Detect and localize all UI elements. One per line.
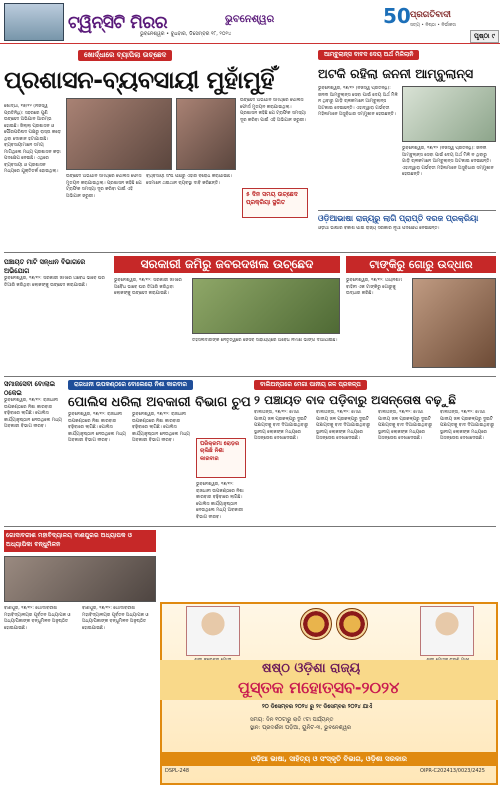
lead-col3: ବ୍ୟବସାୟୀ ସଂଘ ପକ୍ଷରୁ ଏହାର ବିରୋଧ କରାଯାଇଛି। ସେମାନେ ଥଇଥାନ ବ୍ୟବସ୍ଥା ଦାବି କରିଛନ୍ତି। bbox=[146, 174, 233, 186]
cow-body: ଭୁବନେଶ୍ୱର, ୧୭/୧୨: ଅଗ୍ନିଶମ ବାହିନୀ ଏକ ଟାଙ୍କିରୁ ଗୋରୁକୁ ଉଦ୍ଧାର କରିଛି। bbox=[346, 278, 402, 297]
college-body-1: ବାଣପୁର, ୧୭/୧୨: ଗୋଦାବରୀଶ ମହାବିଦ୍ୟାଳୟର ପୂର୍ବତନ ଅଧ୍ୟାପକ ଓ ଅଧ୍ୟାପିକାଙ୍କ ବନ୍ଧୁମିଳନ ଅନୁଷ୍ଠିତ ହୋଇଯାଇଛି। bbox=[4, 606, 71, 631]
land-photo bbox=[192, 278, 340, 334]
pm-portrait bbox=[186, 606, 240, 656]
page-number: ପୃଷ୍ଠା ୯ bbox=[470, 30, 499, 43]
police-kicker bbox=[68, 380, 193, 390]
masthead bbox=[0, 0, 500, 44]
lead-col4: ଉଚ୍ଛେଦ ଅଭିଯାନ ସମୟରେ ପୋଲିସ ଫୋର୍ସ ମୁତୟନ କରାଯାଇଥିଲା। ପ୍ରଶାସନ କହିଛି ଯେ ଟ୍ରାଫିକ ସମସ୍ୟା ଦୂର କରିବା ପାଇଁ ଏହି ଅଭିଯାନ ଜରୁରୀ। bbox=[240, 98, 307, 123]
police-body-2: ଭୁବନେଶ୍ୱର, ୧୭/୧୨: ରାଜଧାନୀ ଉପକଣ୍ଠରେ ନିଶା କାରବାର ବଢ଼ିବାରେ ଲାଗିଛି। ପୋଲିସ କାର୍ଯ୍ୟାନୁଷ୍ଠାନ ନେଉଥିଲେ ମଧ୍ୟ ଅବକାରୀ ବିଭାଗ ନୀରବ। bbox=[132, 412, 190, 444]
police-info-box-title: ପରିକ୍ରମା ରୋଡ଼ର ଚାଲିଛି ନିଶା କାରବାର bbox=[200, 441, 240, 462]
lead-photo-2 bbox=[176, 98, 236, 170]
emblem-seal-left bbox=[300, 608, 332, 640]
ambulance-photo bbox=[402, 86, 496, 142]
police-side-kicker: ସମାଜସେବୀ ବୋଲାଇ ଠକେଇ bbox=[4, 380, 56, 397]
emblem-seal-right bbox=[336, 608, 368, 640]
college-photo bbox=[4, 556, 156, 602]
lead-info-box-title: ୫ ଦିନ ସମୟ ଉଚ୍ଛେଦ ପ୍ରକ୍ରିୟା ସ୍ଥଗିତ bbox=[246, 191, 298, 207]
college-body-2: ବାଣପୁର, ୧୭/୧୨: ଗୋଦାବରୀଶ ମହାବିଦ୍ୟାଳୟର ପୂର୍ବତନ ଅଧ୍ୟାପକ ଓ ଅଧ୍ୟାପିକାଙ୍କ ବନ୍ଧୁମିଳନ ଅନୁଷ୍ଠିତ ହୋଇଯାଇଛି। bbox=[82, 606, 149, 631]
police-headline: ପୋଲିସ ଧରିଲା ଅବକାରୀ ବିଭାଗ ଚୁପ bbox=[68, 395, 251, 410]
divider bbox=[318, 210, 496, 211]
lead-col1: ଖୋର୍ଦ୍ଧା, ୧୭/୧୨ (ନିଜସ୍ୱ ପ୍ରତିନିଧି): ସହରରେ ପୁଣି ଉଚ୍ଛେଦ ଅଭିଯାନ ଆରମ୍ଭ ହୋଇଛି। ଜିଲ୍ଲା ପ୍ରଶାସନ ଓ ପୌରପରିଷଦ ପକ୍ଷରୁ ରାସ୍ତା କଡ଼େ ଥିବା ଦୋକାନ ହଟାଯାଉଛି। ବ୍ୟବସାୟୀମାନେ ସମୟ ମାଗିଥିଲେ ମଧ୍ୟ ପ୍ରଶାସନ କଡ଼ା ପଦକ୍ଷେପ ନେଇଛି। ଏଥିରେ ବ୍ୟବସାୟୀ ଓ ପ୍ରଶାସନ ମଧ୍ୟରେ ଯୁକ୍ତିତର୍କ ହୋଇଥିଲା। bbox=[4, 104, 61, 175]
ad-code-left: DSPL-248 bbox=[165, 768, 190, 774]
divider bbox=[4, 376, 496, 377]
land-body-1: ଭୁବନେଶ୍ୱର, ୧୭/୧୨: ସରକାରୀ ଜମିରେ ଅବୈଧ ଭାବେ ଘର ତିଆରି କରିଥିବା ଲୋକଙ୍କୁ ଉଚ୍ଛେଦ କରାଯାଇଛି। bbox=[114, 278, 182, 297]
lead-info-box bbox=[242, 188, 308, 218]
lead-kicker bbox=[78, 50, 172, 61]
ad-title-2: ପୁସ୍ତକ ମହୋତ୍ସବ-୨୦୨୪ bbox=[238, 678, 400, 697]
land-banner: ସରକାରୀ ଜମିରୁ ଜବରଦଖଲ ଉଚ୍ଛେଦ bbox=[114, 256, 340, 273]
panchayat-body-2: ବାଲିଅନ୍ତା, ୧୭/୧୨: ମେଗା ପାନୀୟ ଜଳ ପ୍ରକଳ୍ପରୁ ଦୁଇଟି ପଞ୍ଚାୟତକୁ ବାଦ ଦିଆଯାଇଥିବାରୁ ସ୍ଥାନୀୟ ଲୋକଙ୍କ ମଧ୍ୟରେ ଅସନ୍ତୋଷ ଦେଖାଦେଇଛି। bbox=[316, 410, 371, 442]
odisha-headline: ଓଡ଼ିଆଭାଷା ରାଜ୍ୟରୁ ଲାଗି ପ୍ରାପ୍ତି ଦରଜ ପ୍ରକ୍ରିୟା bbox=[318, 214, 479, 223]
ad-title-1: ଷଷ୍ଠ ଓଡ଼ିଶା ରାଜ୍ୟ bbox=[262, 661, 361, 676]
ad-timing: ସମୟ: ଦିନ ୧୦ଟାରୁ ରାତି ୯ଟା ପର୍ଯ୍ୟନ୍ତ bbox=[250, 717, 334, 723]
ambulance-body-2: ଭୁବନେଶ୍ୱର, ୧୭/୧୨ (ନିଜସ୍ୱ ପ୍ରତିନିଧି): ଜନନୀ ଆମ୍ବୁଲାନ୍ସ ସେବା ପାଇଁ ଦେୟ ଅର୍ଥ ମିଳି ନ ଥିବାରୁ ଗାଡ଼ି ଚାଳକମାନେ ଆମ୍ବୁଲାନ୍ସ ଅଟକାଇ ଦେଇଛନ୍ତି। ଏହାଦ୍ୱାରା ଗର୍ଭବତୀ ମହିଳାମାନେ ଅସୁବିଧାର ସମ୍ମୁଖୀନ ହେଉଛନ୍ତି। bbox=[402, 146, 494, 178]
lead-photo-1 bbox=[66, 98, 172, 170]
police-kicker-label: ରାଜଧାନୀ ଉପକଣ୍ଠରେ ବୋଲେରୋ ନିଶା କାରବାର bbox=[68, 380, 193, 390]
land-body-2: ତହସିଲଦାରଙ୍କ ନେତୃତ୍ୱରେ ଜେସିବି ସାହାଯ୍ୟରେ ଅବୈଧ ନିର୍ମାଣ ଭାଙ୍ଗି ଦିଆଯାଇଛି। bbox=[192, 338, 338, 343]
ad-code-right: OIPR-C202413/0023/2425 bbox=[420, 768, 485, 774]
odisha-body: ଓଡ଼ିଆ ଭାଷାର ବିକାଶ ପାଇଁ ରାଜ୍ୟ ସରକାର ନୂଆ ପଦକ୍ଷେପ ନେଇଛନ୍ତି। bbox=[318, 226, 440, 231]
panchayat-body-1: ବାଲିଅନ୍ତା, ୧୭/୧୨: ମେଗା ପାନୀୟ ଜଳ ପ୍ରକଳ୍ପରୁ ଦୁଇଟି ପଞ୍ଚାୟତକୁ ବାଦ ଦିଆଯାଇଥିବାରୁ ସ୍ଥାନୀୟ ଲୋକଙ୍କ ମଧ୍ୟରେ ଅସନ୍ତୋଷ ଦେଖାଦେଇଛି। bbox=[254, 410, 309, 442]
ambulance-kicker bbox=[318, 50, 419, 60]
anniversary-50-logo: 50 bbox=[383, 4, 411, 28]
edition-title: ଟ୍ୱିନ୍‌ସିଟି ମିରର bbox=[68, 13, 168, 33]
lead-kicker-label: ଖୋର୍ଦ୍ଧାରେ ବ୍ୟାପିଲା ଉଚ୍ଛେଦ bbox=[78, 50, 172, 61]
divider bbox=[4, 252, 496, 253]
edition-city: ଭୁବନେଶ୍ୱର bbox=[225, 14, 275, 25]
panchayat-body-4: ବାଲିଅନ୍ତା, ୧୭/୧୨: ମେଗା ପାନୀୟ ଜଳ ପ୍ରକଳ୍ପରୁ ଦୁଇଟି ପଞ୍ଚାୟତକୁ ବାଦ ଦିଆଯାଇଥିବାରୁ ସ୍ଥାନୀୟ ଲୋକଙ୍କ ମଧ୍ୟରେ ଅସନ୍ତୋଷ ଦେଖାଦେଇଛି। bbox=[440, 410, 495, 442]
ambulance-kicker-label: ଆମ୍ବୁଲାନ୍ସ ବାବଦ ଦେୟ ଅର୍ଥ ମିଳିଲାନି bbox=[318, 50, 419, 60]
lead-col2: ଉଚ୍ଛେଦ ଅଭିଯାନ ସମୟରେ ପୋଲିସ ଫୋର୍ସ ମୁତୟନ କରାଯାଇଥିଲା। ପ୍ରଶାସନ କହିଛି ଯେ ଟ୍ରାଫିକ ସମସ୍ୟା ଦୂର କରିବା ପାଇଁ ଏହି ଅଭିଯାନ ଜରୁରୀ। bbox=[66, 174, 142, 199]
police-side-body: ଭୁବନେଶ୍ୱର, ୧୭/୧୨: ରାଜଧାନୀ ଉପକଣ୍ଠରେ ନିଶା କାରବାର ବଢ଼ିବାରେ ଲାଗିଛି। ପୋଲିସ କାର୍ଯ୍ୟାନୁଷ୍ଠାନ ନେଉଥିଲେ ମଧ୍ୟ ଅବକାରୀ ବିଭାଗ ନୀରବ। bbox=[4, 398, 62, 430]
college-headline: ଗୋଦାବରୀଶ ମହାବିଦ୍ୟାଳୟ ବାଣପୁରର ଅଧ୍ୟାପକ ଓ ଅଧ୍ୟାପିକା ବନ୍ଧୁମିଳନ bbox=[4, 530, 156, 552]
land-side-body: ଭୁବନେଶ୍ୱର, ୧୭/୧୨: ସରକାରୀ ଜମିରେ ଅବୈଧ ଭାବେ ଘର ତିଆରି କରିଥିବା ଲୋକଙ୍କୁ ଉଚ୍ଛେଦ କରାଯାଇଛି। bbox=[4, 276, 105, 288]
panchayat-kicker bbox=[254, 380, 367, 390]
police-info-box bbox=[196, 438, 246, 478]
cm-portrait bbox=[420, 606, 474, 656]
newspaper-tagline: ସତ୍ୟ • ନିଷ୍ଠା • ନିର୍ଭୀକତା bbox=[410, 23, 456, 28]
cow-headline: ଟାଙ୍କିରୁ ଗୋରୁ ଉଦ୍ଧାର bbox=[346, 256, 496, 273]
ad-dates: ୨୦ ଡିସେମ୍ବର ୨୦୨୪ ରୁ ୨୯ ଡିସେମ୍ବର ୨୦୨୪ ଯାଏଁ bbox=[262, 704, 373, 710]
city-logo-image bbox=[4, 3, 64, 41]
divider bbox=[4, 526, 496, 527]
panchayat-body-3: ବାଲିଅନ୍ତା, ୧୭/୧୨: ମେଗା ପାନୀୟ ଜଳ ପ୍ରକଳ୍ପରୁ ଦୁଇଟି ପଞ୍ଚାୟତକୁ ବାଦ ଦିଆଯାଇଥିବାରୁ ସ୍ଥାନୀୟ ଲୋକଙ୍କ ମଧ୍ୟରେ ଅସନ୍ତୋଷ ଦେଖାଦେଇଛି। bbox=[378, 410, 433, 442]
cow-photo bbox=[412, 278, 496, 368]
ad-footer: ଓଡ଼ିଆ ଭାଷା, ସାହିତ୍ୟ ଓ ସଂସ୍କୃତି ବିଭାଗ, ଓଡ଼ିଶା ସରକାର bbox=[160, 752, 498, 766]
panchayat-kicker-label: ବାଲିଅନ୍ତାରେ ମେଗା ପାନୀୟ ଜଳ ପ୍ରକଳ୍ପ bbox=[254, 380, 367, 390]
ad-venue: ସ୍ଥାନ: ପ୍ରଦର୍ଶନୀ ପଡ଼ିଆ, ୟୁନିଟ-୩, ଭୁବନେଶ୍ୱର bbox=[250, 725, 352, 731]
panchayat-headline: ୨ ପଞ୍ଚାୟତ ବାଦ ପଡ଼ିବାରୁ ଅସନ୍ତୋଷ ବଢ଼ୁଛି bbox=[254, 393, 457, 407]
newspaper-brand: ପ୍ରଗତିବାଦୀ bbox=[410, 10, 451, 20]
lead-headline: ପ୍ରଶାସନ-ବ୍ୟବସାୟୀ ମୁହାଁମୁହିଁ bbox=[4, 66, 275, 94]
police-body-3: ଭୁବନେଶ୍ୱର, ୧୭/୧୨: ରାଜଧାନୀ ଉପକଣ୍ଠରେ ନିଶା କାରବାର ବଢ଼ିବାରେ ଲାଗିଛି। ପୋଲିସ କାର୍ଯ୍ୟାନୁଷ୍ଠାନ ନେଉଥିଲେ ମଧ୍ୟ ଅବକାରୀ ବିଭାଗ ନୀରବ। bbox=[196, 482, 244, 520]
police-body-1: ଭୁବନେଶ୍ୱର, ୧୭/୧୨: ରାଜଧାନୀ ଉପକଣ୍ଠରେ ନିଶା କାରବାର ବଢ଼ିବାରେ ଲାଗିଛି। ପୋଲିସ କାର୍ଯ୍ୟାନୁଷ୍ଠାନ ନେଉଥିଲେ ମଧ୍ୟ ଅବକାରୀ ବିଭାଗ ନୀରବ। bbox=[68, 412, 126, 444]
ambulance-body: ଭୁବନେଶ୍ୱର, ୧୭/୧୨ (ନିଜସ୍ୱ ପ୍ରତିନିଧି): ଜନନୀ ଆମ୍ବୁଲାନ୍ସ ସେବା ପାଇଁ ଦେୟ ଅର୍ଥ ମିଳି ନ ଥିବାରୁ ଗାଡ଼ି ଚାଳକମାନେ ଆମ୍ବୁଲାନ୍ସ ଅଟକାଇ ଦେଇଛନ୍ତି। ଏହାଦ୍ୱାରା ଗର୍ଭବତୀ ମହିଳାମାନେ ଅସୁବିଧାର ସମ୍ମୁଖୀନ ହେଉଛନ୍ତି। bbox=[318, 86, 398, 118]
land-side-headline: ପଞ୍ଚାୟତ ମାଟି ସନ୍ଧାନ ବିଭାଗରେ ଅଭିଯୋଗ bbox=[4, 258, 86, 275]
edition-date: ଭୁବନେଶ୍ୱର • ବୁଧବାର, ଡିସେମ୍ବର ୧୮, ୨୦୨୪ bbox=[140, 31, 232, 37]
ambulance-headline: ଅଟକି ରହିଲା ଜନନୀ ଆମ୍ବୁଲାନ୍ସ bbox=[318, 66, 474, 81]
